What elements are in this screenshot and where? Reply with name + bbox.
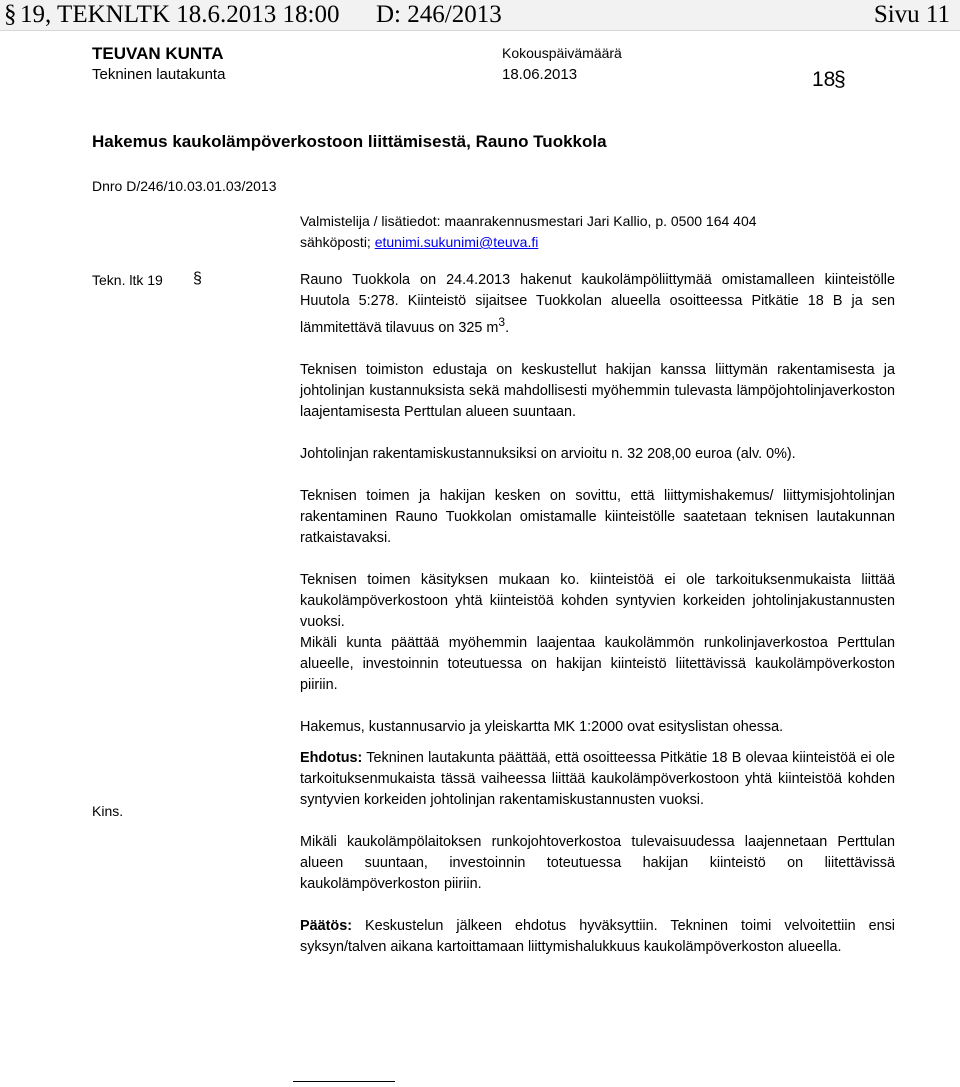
diary-number: Dnro D/246/10.03.01.03/2013 — [92, 178, 277, 194]
paragraph-agreement: Teknisen toimen ja hakijan kesken on sovittu, että liittymishakemus/ liittymisjohtolinjan rakentaminen Rauno Tuokkolan omistamalle kiinteistölle saatetaan teknisen lautakunnan ratkaistavaksi. — [300, 487, 895, 546]
page-number: Sivu 11 — [873, 1, 950, 28]
preparer-line: Valmistelija / lisätiedot: maanrakennusmestari Jari Kallio, p. 0500 164 404 — [300, 213, 757, 229]
paragraph-decision — [300, 916, 895, 958]
paragraph-application: Rauno Tuokkola on 24.4.2013 hakenut kaukolämpöliittymää omistamalleen kiinteistölle Huutola 5:278. Kiinteistö sijaitsee Tuokkolan alueella osoitteessa Pitkätie 18 B ja sen lämmitettävä tilavuus on 325 $m^3$. — [300, 272, 895, 336]
proposal-text: Tekninen lautakunta päättää, että osoitteessa Pitkätie 18 B olevaa kiinteistöä ei ole tarkoituksenmukaista tässä vaiheessa liittää kaukolämpöverkostoon yhtä kiinteistöä kohden syntyvien korkeiden johtolinjan rakentamiskustannusten vuoksi. — [300, 749, 895, 808]
paragraph-opinion: Teknisen toimen käsityksen mukaan ko. kiinteistöä ei ole tarkoituksenmukaista liittää kaukolämpöverkostoon yhtä kiinteistöä kohden syntyvien korkeiden johtolinjakustannusten vuoksi. — [300, 571, 895, 630]
document-number: D: 246/2013 — [376, 1, 502, 28]
email-prefix: sähköposti; — [300, 234, 375, 250]
paragraph-future-expansion: Mikäli kunta päättää myöhemmin laajentaa kaukolämmön runkolinjaverkostoa Perttulan alueelle, investoinnin toteutuessa on hakijan kiinteistö liitettävissä kaukolämpöverkoston piiriin. — [300, 634, 895, 693]
section-symbol: § — [4, 1, 17, 28]
preparer-info — [300, 211, 860, 253]
meeting-date: 18.06.2013 — [502, 66, 578, 83]
paragraph-discussion: Teknisen toimiston edustaja on keskustellut hakijan kanssa liittymän rakentamisesta ja johtolinjan kustannuksista sekä mahdollisesti myöhemmin tulevasta lämpöjohtolinjaverkoston laajentamisesta Perttulan alueen suuntaan. — [300, 361, 895, 420]
margin-kins-label: Kins. — [92, 803, 124, 819]
decision-label: Päätös: — [300, 917, 352, 934]
document-body — [300, 270, 895, 958]
meeting-info: 19, TEKNLTK 18.6.2013 18:00 — [20, 1, 340, 28]
board-name: Tekninen lautakunta — [92, 66, 226, 83]
document-header-bar — [0, 0, 960, 31]
meeting-date-label: Kokouspäivämäärä — [502, 45, 622, 61]
organization-name: TEUVAN KUNTA — [92, 44, 224, 63]
signature-line — [293, 1081, 395, 1082]
margin-tekn-label: Tekn. ltk 19 — [92, 272, 163, 288]
paragraph-proposal — [300, 748, 895, 811]
matter-title: Hakemus kaukolämpöverkostoon liittämisestä, Rauno Tuokkola — [92, 132, 607, 151]
section-number: 18 — [812, 68, 836, 91]
decision-text: Keskustelun jälkeen ehdotus hyväksyttiin. Tekninen toimi velvoitettiin ensi syksyn/talven aikana kartoittamaan liittymishalukkuus kaukolämpöverkoston alueella. — [300, 917, 895, 955]
section-icon: § — [834, 68, 846, 91]
paragraph-cost-estimate: Johtolinjan rakentamiskustannuksiksi on arvioitu n. 32 208,00 euroa (alv. 0%). — [300, 445, 796, 462]
paragraph-proposal-continued: Mikäli kaukolämpölaitoksen runkojohtoverkostoa tulevaisuudessa laajennetaan Perttulan alueen suuntaan, investoinnin toteutuessa hakijan kiinteistö on liitettävissä kaukolämpöverkoston piiriin. — [300, 833, 895, 892]
section-icon: § — [193, 270, 202, 287]
email-link[interactable]: etunimi.sukunimi@teuva.fi — [374, 234, 539, 250]
proposal-label: Ehdotus: — [300, 749, 363, 766]
email-line — [300, 232, 860, 253]
paragraph-attachments: Hakemus, kustannusarvio ja yleiskartta MK 1:2000 ovat esityslistan ohessa. — [300, 718, 784, 735]
superscript: 3 — [498, 315, 506, 329]
